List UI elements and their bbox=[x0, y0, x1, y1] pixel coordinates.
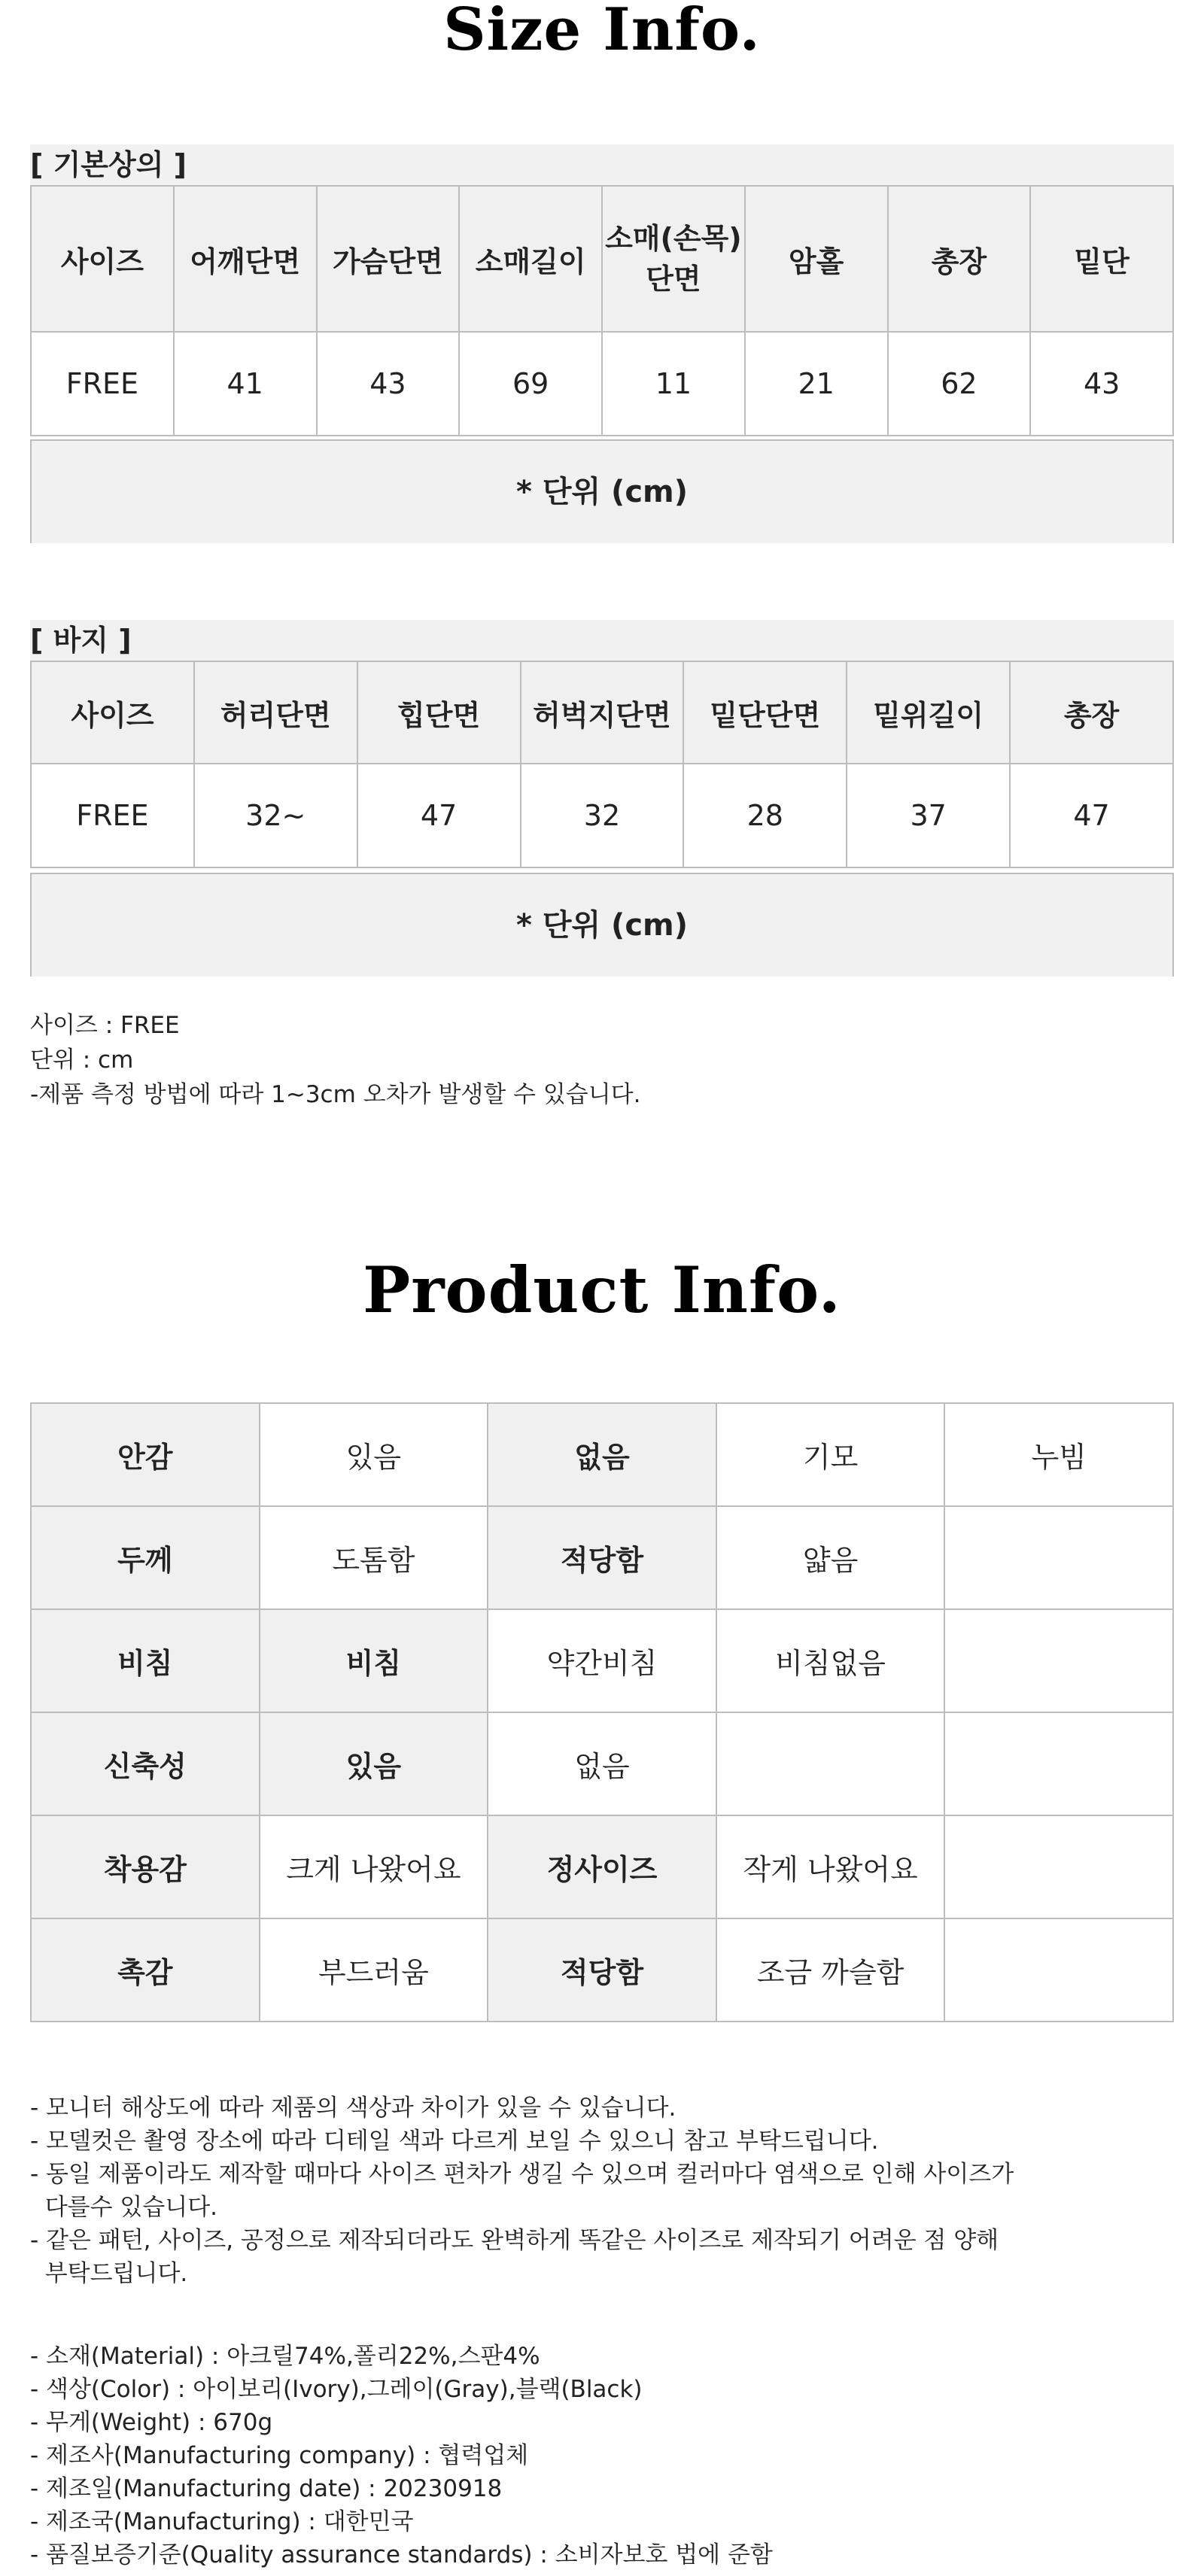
product-row-label: 안감 bbox=[31, 1403, 260, 1506]
bottom-value-cell: 32 bbox=[521, 764, 684, 867]
product-option-cell: 작게 나왔어요 bbox=[716, 1815, 945, 1918]
top-header-cell: 암홀 bbox=[745, 186, 888, 332]
product-option-cell: 부드러움 bbox=[260, 1918, 488, 2022]
product-disclaimer-notes bbox=[30, 2091, 1014, 2290]
product-row-lining bbox=[31, 1403, 1173, 1506]
bottom-value-cell: 28 bbox=[683, 764, 847, 867]
bottom-header-cell: 힙단면 bbox=[357, 661, 521, 764]
top-header-cell: 사이즈 bbox=[31, 186, 174, 332]
product-option-cell bbox=[944, 1609, 1173, 1712]
product-row-label: 비침 bbox=[31, 1609, 260, 1712]
product-option-cell: 없음 bbox=[488, 1712, 716, 1815]
bottom-header-cell: 사이즈 bbox=[31, 661, 194, 764]
product-option-cell: 있음 bbox=[260, 1403, 488, 1506]
product-option-cell bbox=[944, 1918, 1173, 2022]
spec-line: - 무게(Weight) : 670g bbox=[30, 2409, 273, 2436]
product-option-cell: 얇음 bbox=[716, 1506, 945, 1609]
product-spec-notes bbox=[30, 2340, 773, 2571]
product-selected-option: 비침 bbox=[260, 1609, 488, 1712]
top-value-cell: 43 bbox=[317, 332, 460, 436]
bottom-value-cell: FREE bbox=[31, 764, 194, 867]
product-info-title: Product Info. bbox=[363, 1253, 841, 1327]
product-row-label: 촉감 bbox=[31, 1918, 260, 2022]
spec-line: - 제조일(Manufacturing date) : 20230918 bbox=[30, 2475, 503, 2502]
product-info-table bbox=[30, 1402, 1174, 2022]
spec-line: - 품질보증기준(Quality assurance standards) : 소비자보호 법에 준함 bbox=[30, 2541, 773, 2568]
spec-line: - 색상(Color) : 아이보리(Ivory),그레이(Gray),블랙(Black) bbox=[30, 2376, 643, 2403]
disclaimer-line: 부탁드립니다. bbox=[30, 2260, 188, 2287]
product-row-label: 신축성 bbox=[31, 1712, 260, 1815]
product-option-cell bbox=[944, 1712, 1173, 1815]
product-option-cell bbox=[944, 1815, 1173, 1918]
product-option-cell bbox=[944, 1506, 1173, 1609]
top-value-cell: FREE bbox=[31, 332, 174, 436]
top-header-cell: 소매(손목) 단면 bbox=[602, 186, 745, 332]
bottom-value-cell: 47 bbox=[1010, 764, 1173, 867]
top-header-cell: 가슴단면 bbox=[317, 186, 460, 332]
bottom-header-cell: 밑위길이 bbox=[847, 661, 1010, 764]
top-value-cell: 11 bbox=[602, 332, 745, 436]
top-header-cell: 소매길이 bbox=[459, 186, 602, 332]
top-header-cell: 총장 bbox=[888, 186, 1031, 332]
top-value-cell: 43 bbox=[1030, 332, 1173, 436]
product-option-cell: 도톰함 bbox=[260, 1506, 488, 1609]
top-value-cell: 21 bbox=[745, 332, 888, 436]
bottom-header-cell: 밑단단면 bbox=[683, 661, 847, 764]
disclaimer-line: - 모델컷은 촬영 장소에 따라 디테일 색과 다르게 보일 수 있으니 참고 부탁드립니다. bbox=[30, 2128, 879, 2155]
bottom-value-cell: 47 bbox=[357, 764, 521, 867]
size-notes bbox=[30, 1008, 640, 1112]
bottom-size-table bbox=[30, 661, 1174, 868]
spec-line: - 제조국(Manufacturing) : 대한민국 bbox=[30, 2508, 414, 2535]
spec-line: - 제조사(Manufacturing company) : 협력업체 bbox=[30, 2442, 529, 2469]
product-selected-option: 적당함 bbox=[488, 1506, 716, 1609]
spec-line: - 소재(Material) : 아크릴74%,폴리22%,스판4% bbox=[30, 2343, 540, 2370]
product-option-cell: 크게 나왔어요 bbox=[260, 1815, 488, 1918]
product-selected-option: 적당함 bbox=[488, 1918, 716, 2022]
product-row-fit bbox=[31, 1815, 1173, 1918]
bottom-unit-note: * 단위 (cm) bbox=[30, 873, 1174, 977]
product-option-cell: 조금 까슬함 bbox=[716, 1918, 945, 2022]
product-option-cell: 약간비침 bbox=[488, 1609, 716, 1712]
bottom-header-cell: 허리단면 bbox=[194, 661, 357, 764]
product-row-texture bbox=[31, 1918, 1173, 2022]
bottom-size-header-row bbox=[31, 661, 1173, 764]
top-header-cell: 밑단 bbox=[1030, 186, 1173, 332]
top-value-cell: 41 bbox=[174, 332, 317, 436]
disclaimer-line: - 동일 제품이라도 제작할 때마다 사이즈 편차가 생길 수 있으며 컬러마다 염색으로 인해 사이즈가 bbox=[30, 2161, 1014, 2188]
top-size-value-row bbox=[31, 332, 1173, 436]
product-selected-option: 정사이즈 bbox=[488, 1815, 716, 1918]
product-option-cell: 누빔 bbox=[944, 1403, 1173, 1506]
top-value-cell: 62 bbox=[888, 332, 1031, 436]
product-option-cell: 비침없음 bbox=[716, 1609, 945, 1712]
top-section-label: [ 기본상의 ] bbox=[30, 144, 1174, 185]
bottom-header-cell: 허벅지단면 bbox=[521, 661, 684, 764]
product-row-label: 두께 bbox=[31, 1506, 260, 1609]
product-row-sheerness bbox=[31, 1609, 1173, 1712]
disclaimer-line: - 같은 패턴, 사이즈, 공정으로 제작되더라도 완벽하게 똑같은 사이즈로 제작되기 어려운 점 양해 bbox=[30, 2227, 999, 2254]
top-value-cell: 69 bbox=[459, 332, 602, 436]
bottom-header-cell: 총장 bbox=[1010, 661, 1173, 764]
bottom-section-label: [ 바지 ] bbox=[30, 620, 1174, 661]
size-note-line: 사이즈 : FREE bbox=[30, 1012, 180, 1039]
size-note-line: 단위 : cm bbox=[30, 1046, 134, 1074]
top-size-table bbox=[30, 185, 1174, 436]
product-option-cell: 기모 bbox=[716, 1403, 945, 1506]
product-row-stretch bbox=[31, 1712, 1173, 1815]
product-row-label: 착용감 bbox=[31, 1815, 260, 1918]
top-size-header-row bbox=[31, 186, 1173, 332]
size-info-title: Size Info. bbox=[443, 0, 761, 64]
top-header-cell: 어깨단면 bbox=[174, 186, 317, 332]
bottom-value-cell: 32~ bbox=[194, 764, 357, 867]
bottom-value-cell: 37 bbox=[847, 764, 1010, 867]
product-selected-option: 있음 bbox=[260, 1712, 488, 1815]
product-selected-option: 없음 bbox=[488, 1403, 716, 1506]
product-row-thickness bbox=[31, 1506, 1173, 1609]
product-option-cell bbox=[716, 1712, 945, 1815]
bottom-size-value-row bbox=[31, 764, 1173, 867]
disclaimer-line: - 모니터 해상도에 따라 제품의 색상과 차이가 있을 수 있습니다. bbox=[30, 2095, 676, 2122]
top-unit-note: * 단위 (cm) bbox=[30, 439, 1174, 543]
size-note-line: -제품 측정 방법에 따라 1~3cm 오차가 발생할 수 있습니다. bbox=[30, 1081, 641, 1108]
disclaimer-line: 다를수 있습니다. bbox=[30, 2194, 218, 2221]
